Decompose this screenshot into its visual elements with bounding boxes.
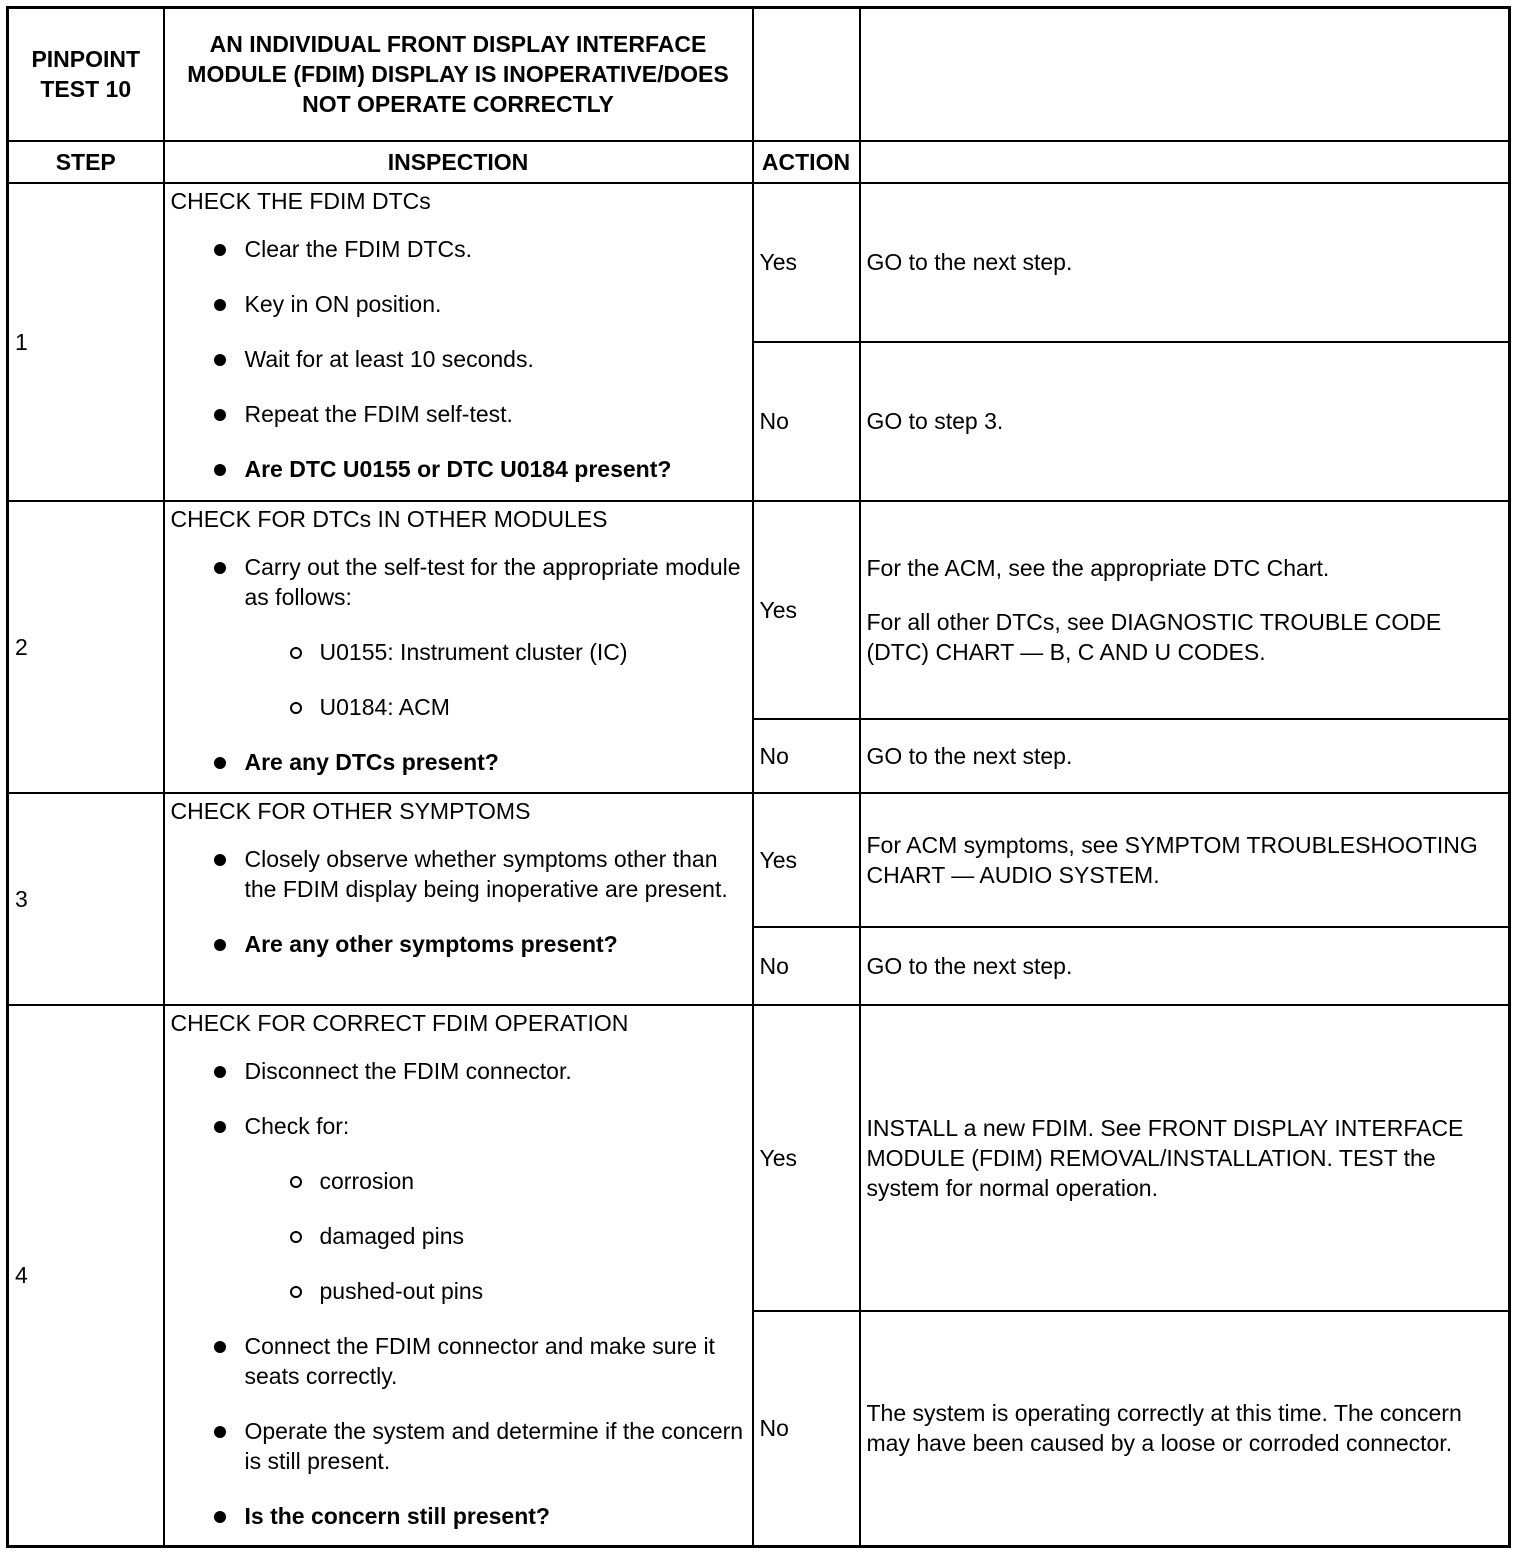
answer-yes: Yes (753, 793, 860, 927)
action-result (860, 719, 1510, 793)
inspection-item (171, 1111, 744, 1306)
answer-yes: Yes (753, 501, 860, 719)
inspection-title: CHECK FOR DTCs IN OTHER MODULES (170, 505, 608, 532)
inspection-item-text: Carry out the self-test for the appropriate module as follows: (244, 553, 741, 610)
inspection-item-text: Clear the FDIM DTCs. (244, 235, 472, 262)
action-result (860, 1005, 1510, 1311)
action-text: For the ACM, see the appropriate DTC Chart. (866, 554, 1330, 581)
inspection-title: CHECK FOR CORRECT FDIM OPERATION (170, 1009, 629, 1036)
step-row (8, 501, 1510, 719)
inspection-item (171, 552, 744, 722)
step-number: 3 (8, 793, 164, 1005)
inspection-cell (164, 183, 753, 501)
inspection-item (171, 747, 744, 777)
inspection-item-text: Closely observe whether symptoms other than the FDIM display being inoperative are present. (244, 845, 728, 902)
step-number: 2 (8, 501, 164, 793)
action-result (860, 183, 1510, 342)
inspection-sublist (245, 1166, 744, 1306)
action-result (860, 501, 1510, 719)
inspection-item (171, 1501, 744, 1531)
inspection-subitem: damaged pins (245, 1221, 744, 1251)
action-text: The system is operating correctly at this time. The concern may have been caused by a loose or corroded connector. (866, 1400, 1462, 1457)
inspection-cell (164, 501, 753, 793)
action-text: GO to the next step. (866, 742, 1073, 769)
answer-no: No (753, 1311, 860, 1547)
action-text: INSTALL a new FDIM. See FRONT DISPLAY INTERFACE MODULE (FDIM) REMOVAL/INSTALLATION. TEST the system for normal operation. (866, 1114, 1464, 1201)
inspection-subitem: U0184: ACM (245, 692, 744, 722)
step-row (8, 183, 1510, 342)
answer-no: No (753, 719, 860, 793)
inspection-item (171, 399, 744, 429)
inspection-item-text: Connect the FDIM connector and make sure it seats correctly. (244, 1332, 715, 1389)
title-empty-cell-result (860, 8, 1510, 141)
inspection-title: CHECK THE FDIM DTCs (170, 187, 431, 214)
answer-no: No (753, 927, 860, 1005)
inspection-cell (164, 1005, 753, 1547)
inspection-item (171, 1416, 744, 1476)
step-row (8, 1005, 1510, 1311)
inspection-cell (164, 793, 753, 1005)
inspection-item-text: Disconnect the FDIM connector. (244, 1057, 572, 1084)
action-text: For ACM symptoms, see SYMPTOM TROUBLESHOOTING CHART — AUDIO SYSTEM. (866, 831, 1478, 888)
action-text: GO to the next step. (866, 249, 1073, 275)
inspection-item (171, 454, 744, 484)
inspection-item-text: Key in ON position. (244, 290, 442, 317)
inspection-item (171, 1056, 744, 1086)
inspection-item-text: Wait for at least 10 seconds. (244, 345, 534, 372)
test-title-text: AN INDIVIDUAL FRONT DISPLAY INTERFACE MODULE (FDIM) DISPLAY IS INOPERATIVE/DOES NOT OPERATE CORRECTLY (187, 31, 729, 118)
answer-yes: Yes (753, 183, 860, 342)
inspection-subitem: pushed-out pins (245, 1276, 744, 1306)
inspection-list (171, 844, 744, 959)
action-result (860, 793, 1510, 927)
inspection-list (171, 552, 744, 777)
inspection-item-text: Are DTC U0155 or DTC U0184 present? (244, 455, 672, 482)
inspection-list (171, 234, 744, 484)
title-empty-cell-action (753, 8, 860, 141)
column-header-row (8, 141, 1510, 183)
inspection-item-text: Operate the system and determine if the concern is still present. (244, 1417, 744, 1474)
inspection-item (171, 289, 744, 319)
action-result (860, 342, 1510, 501)
step-number: 4 (8, 1005, 164, 1547)
inspection-item (171, 234, 744, 264)
inspection-subitem: U0155: Instrument cluster (IC) (245, 637, 744, 667)
col-header-action: ACTION (753, 141, 860, 183)
pinpoint-test-label (8, 8, 164, 141)
inspection-item-text: Check for: (244, 1112, 350, 1139)
title-row (8, 8, 1510, 141)
inspection-item (171, 1331, 744, 1391)
inspection-item (171, 929, 744, 959)
pinpoint-test-label-text: PINPOINT TEST 10 (31, 46, 141, 103)
inspection-list (171, 1056, 744, 1531)
action-text: GO to the next step. (866, 952, 1073, 979)
action-text: GO to step 3. (866, 408, 1004, 434)
action-result (860, 1311, 1510, 1547)
inspection-item-text: Are any other symptoms present? (244, 930, 618, 957)
step-row (8, 793, 1510, 927)
answer-no: No (753, 342, 860, 501)
inspection-item (171, 844, 744, 904)
col-header-empty (860, 141, 1510, 183)
inspection-subitem: corrosion (245, 1166, 744, 1196)
col-header-step: STEP (8, 141, 164, 183)
action-result (860, 927, 1510, 1005)
inspection-title: CHECK FOR OTHER SYMPTOMS (170, 797, 531, 824)
inspection-item-text: Repeat the FDIM self-test. (244, 400, 513, 427)
inspection-sublist (245, 637, 744, 722)
inspection-item-text: Are any DTCs present? (244, 748, 499, 775)
pinpoint-test-table (6, 6, 1511, 1548)
inspection-item-text: Is the concern still present? (244, 1502, 550, 1529)
step-number: 1 (8, 183, 164, 501)
inspection-item (171, 344, 744, 374)
answer-yes: Yes (753, 1005, 860, 1311)
test-title (164, 8, 753, 141)
col-header-inspection: INSPECTION (164, 141, 753, 183)
action-text: For all other DTCs, see DIAGNOSTIC TROUBLE CODE (DTC) CHART — B, C AND U CODES. (866, 608, 1442, 665)
